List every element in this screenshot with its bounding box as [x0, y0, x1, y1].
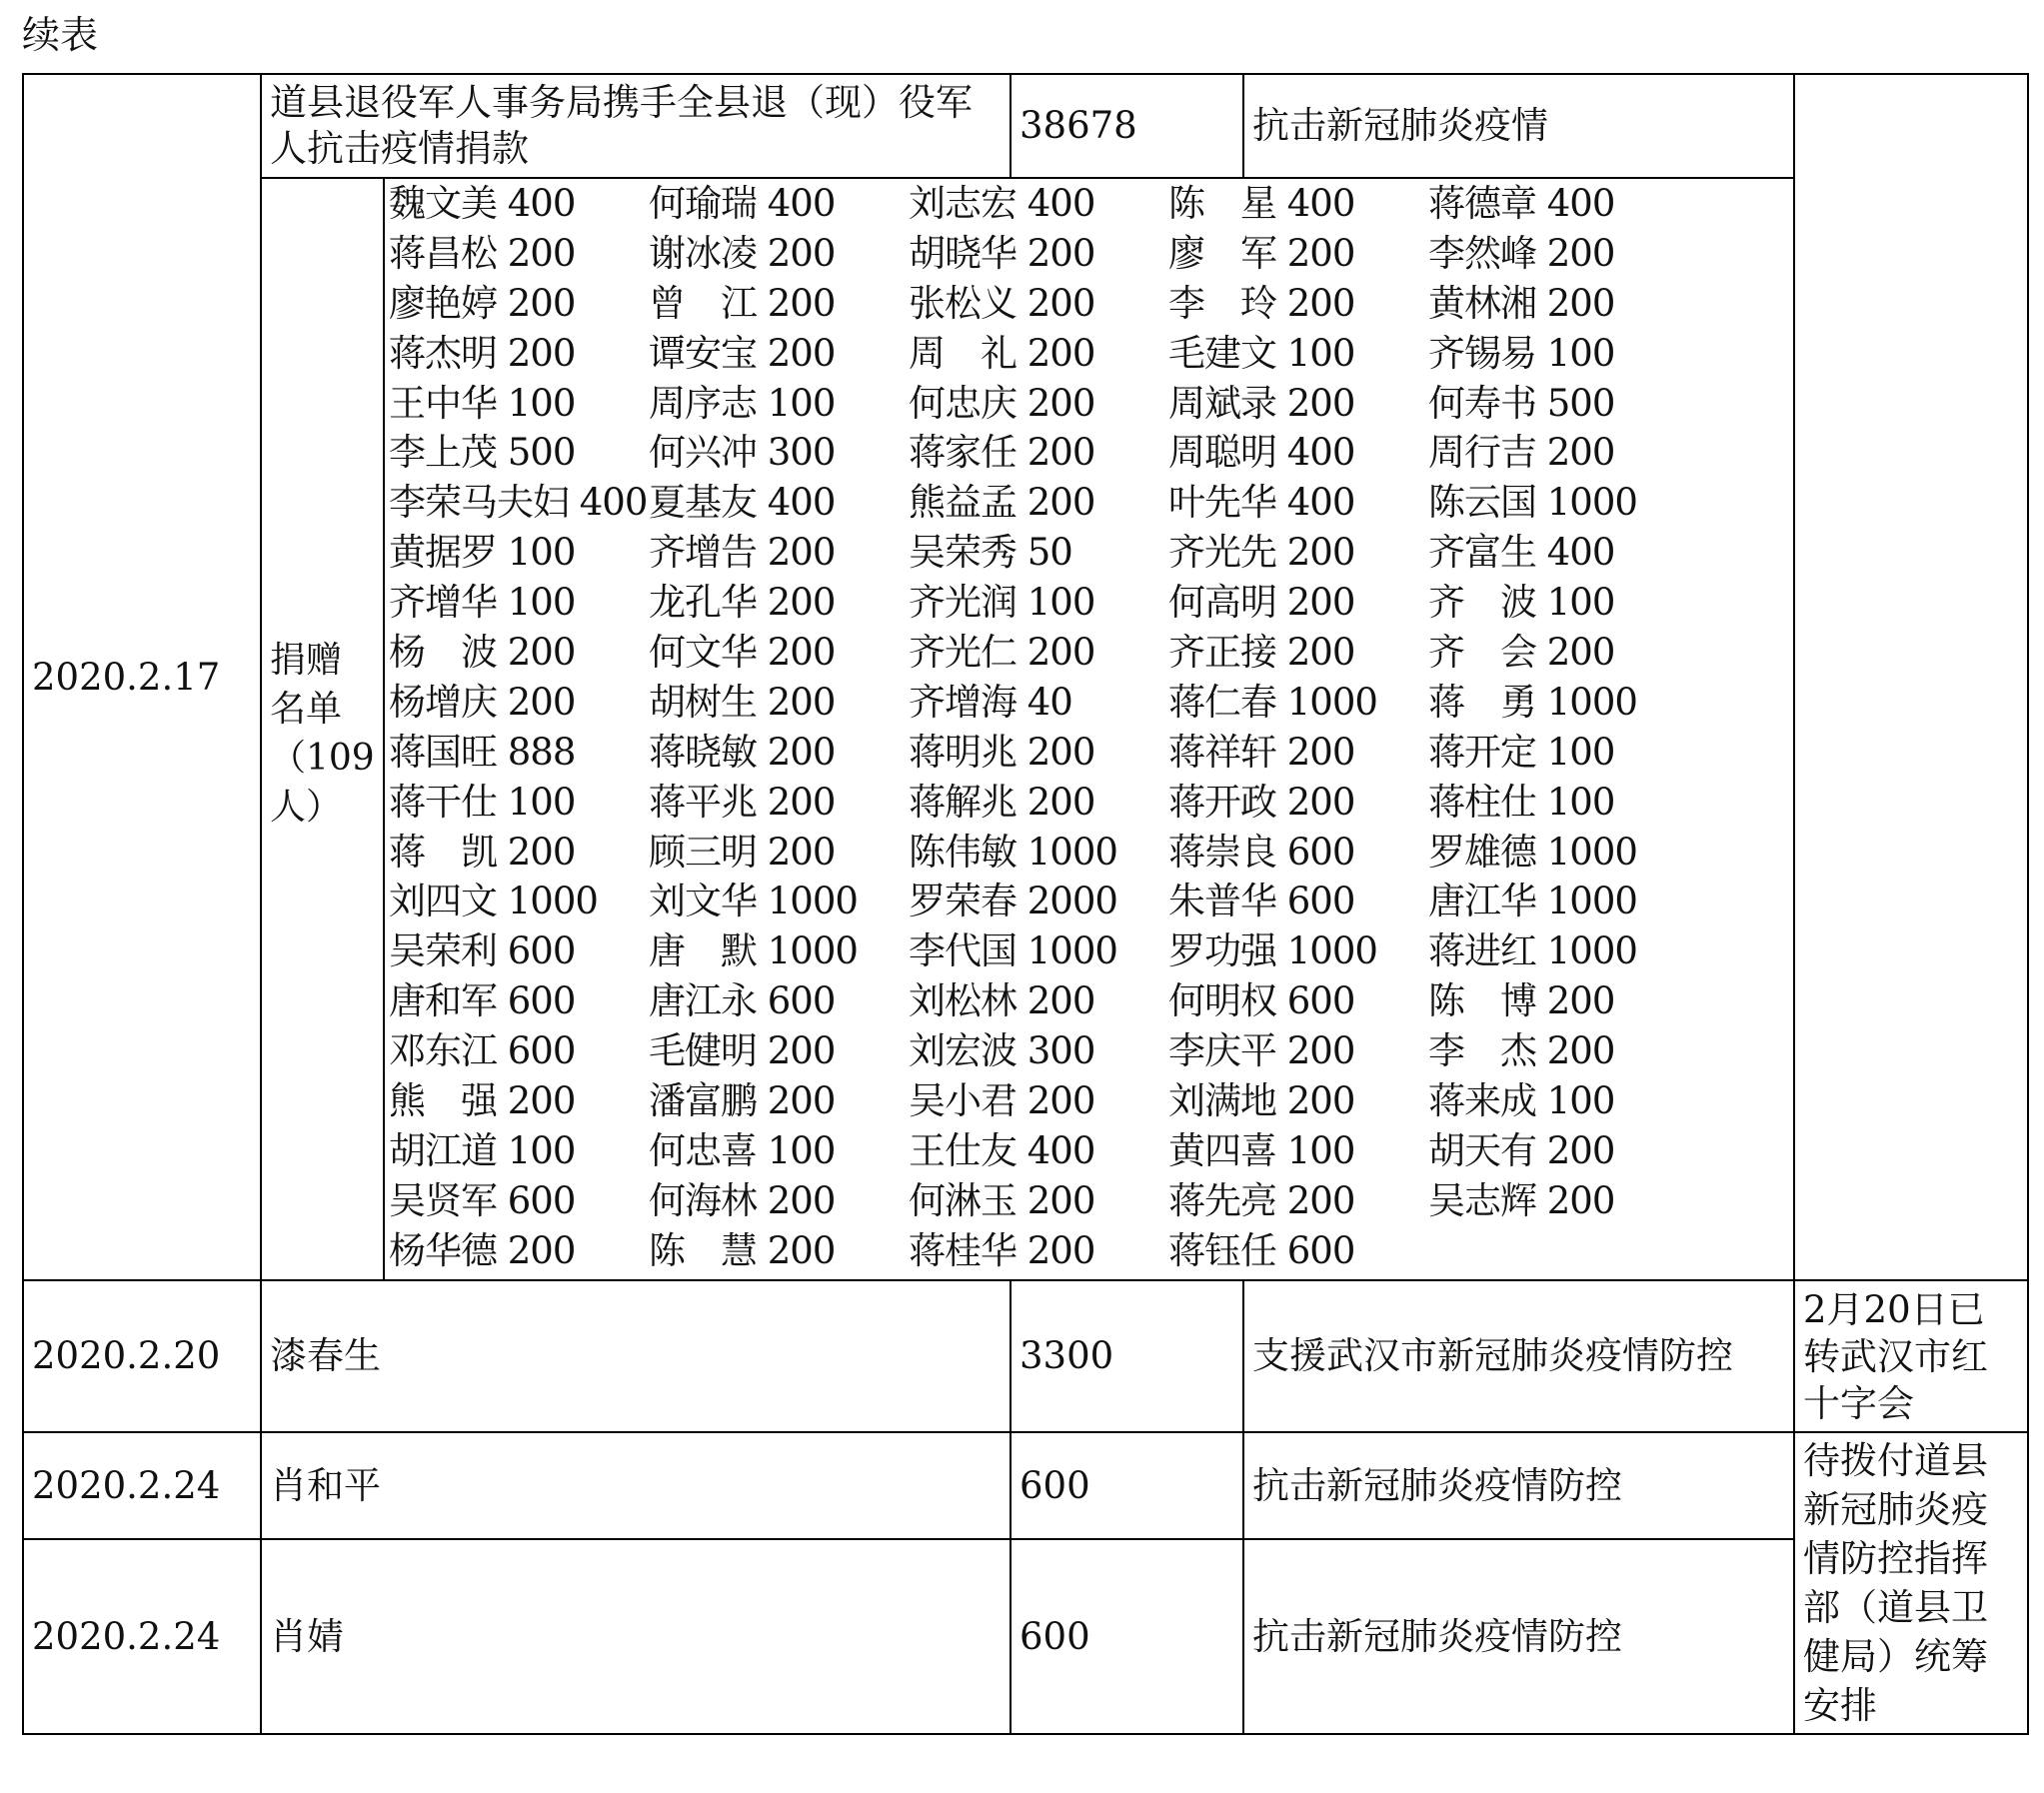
- donor-entry: 蒋德章 400: [1428, 182, 1615, 225]
- donor-entry: 周序志 100: [649, 381, 836, 425]
- donor-entry: 蒋明兆 200: [909, 730, 1095, 774]
- amount-cell: 600: [1011, 1539, 1243, 1734]
- donor-entry: 吴荣秀 50: [909, 531, 1072, 575]
- donor-entry: 蒋晓敏 200: [649, 730, 836, 774]
- donor-entry: 胡天有 200: [1428, 1128, 1615, 1172]
- donor-entry: 刘四文 1000: [389, 880, 598, 923]
- donor-entry: 曾 江 200: [649, 281, 836, 325]
- amount-cell: 600: [1011, 1432, 1243, 1539]
- donor-cell: 肖婧: [261, 1539, 1011, 1734]
- amount-cell: 38678: [1011, 74, 1243, 178]
- donor-entry: 齐增告 200: [649, 531, 836, 575]
- donor-entry: 齐增海 40: [909, 680, 1072, 724]
- donor-entry: 蒋进红 1000: [1428, 929, 1637, 973]
- amount-cell: 3300: [1011, 1280, 1243, 1432]
- date-cell: 2020.2.17: [23, 74, 261, 1280]
- donor-entry: 李代国 1000: [909, 929, 1117, 973]
- donor-entry: 蒋 勇 1000: [1428, 680, 1637, 724]
- donor-entry: 陈 星 400: [1168, 182, 1355, 225]
- date-cell: 2020.2.20: [23, 1280, 261, 1432]
- donor-entry: 蒋国旺 888: [389, 730, 576, 774]
- donor-entry: 刘文华 1000: [649, 880, 858, 923]
- donor-entry: 何瑜瑞 400: [649, 182, 836, 225]
- donor-entry: 齐 波 100: [1428, 581, 1615, 625]
- donor-entry: 毛健明 200: [649, 1029, 836, 1073]
- donor-entry: 刘满地 200: [1168, 1079, 1355, 1123]
- donor-entry: 陈 博 200: [1428, 979, 1615, 1023]
- donor-entry: 邓东江 600: [389, 1029, 576, 1073]
- donor-entry: 毛建文 100: [1168, 331, 1355, 375]
- donor-entry: 蒋杰明 200: [389, 331, 576, 375]
- donor-entry: 黄林湘 200: [1428, 281, 1615, 325]
- donor-entry: 朱普华 600: [1168, 880, 1355, 923]
- purpose-cell: 抗击新冠肺炎疫情防控: [1243, 1539, 1794, 1734]
- donor-entry: 蒋干仕 100: [389, 780, 576, 824]
- note-cell: 待拨付道县新冠肺炎疫情防控指挥部（道县卫健局）统筹安排: [1794, 1432, 2028, 1734]
- donor-entry: 唐江华 1000: [1428, 880, 1637, 923]
- donor-entry: 廖 军 200: [1168, 231, 1355, 275]
- donor-entry: 夏基友 400: [649, 481, 836, 525]
- donor-cell: 道县退役军人事务局携手全县退（现）役军人抗击疫情捐款: [261, 74, 1011, 178]
- donor-entry: 胡树生 200: [649, 680, 836, 724]
- donor-entry: 蒋 凯 200: [389, 830, 576, 874]
- donor-entry: 蒋祥轩 200: [1168, 730, 1355, 774]
- donor-entry: 何明权 600: [1168, 979, 1355, 1023]
- donor-entry: 蒋平兆 200: [649, 780, 836, 824]
- donor-entry: 齐正接 200: [1168, 631, 1355, 675]
- donor-entry: 刘宏波 300: [909, 1029, 1095, 1073]
- donor-entry: 李然峰 200: [1428, 231, 1615, 275]
- donor-entry: 蒋来成 100: [1428, 1079, 1615, 1123]
- donor-entry: 顾三明 200: [649, 830, 836, 874]
- donor-entry: 蒋仁春 1000: [1168, 680, 1377, 724]
- donor-entry: 唐 默 1000: [649, 929, 858, 973]
- note-cell: 2月20日已转武汉市红十字会: [1794, 1280, 2028, 1432]
- donor-entry: 陈云国 1000: [1428, 481, 1637, 525]
- donor-entry: 王仕友 400: [909, 1128, 1095, 1172]
- purpose-cell: 支援武汉市新冠肺炎疫情防控: [1243, 1280, 1794, 1432]
- donor-entry: 齐锡易 100: [1428, 331, 1615, 375]
- donor-entry: 刘松林 200: [909, 979, 1095, 1023]
- donor-entry: 王中华 100: [389, 381, 576, 425]
- donor-entry: 唐和军 600: [389, 979, 576, 1023]
- donor-entry: 吴贤军 600: [389, 1178, 576, 1222]
- donor-entry: 蒋柱仕 100: [1428, 780, 1615, 824]
- table-row: [23, 1539, 2028, 1734]
- donor-entry: 龙孔华 200: [649, 581, 836, 625]
- donor-entry: 齐 会 200: [1428, 631, 1615, 675]
- donor-entry: 齐光先 200: [1168, 531, 1355, 575]
- donor-entry: 熊 强 200: [389, 1079, 576, 1123]
- donor-entry: 唐江永 600: [649, 979, 836, 1023]
- donor-entry: 罗雄德 1000: [1428, 830, 1637, 874]
- donor-entry: 李上茂 500: [389, 431, 576, 475]
- table-row: [23, 178, 2028, 1280]
- donor-entry: 叶先华 400: [1168, 481, 1355, 525]
- donor-entry: 李荣马夫妇 400: [389, 481, 648, 525]
- donor-entry: 蒋桂华 200: [909, 1228, 1095, 1272]
- donor-entry: 何海林 200: [649, 1178, 836, 1222]
- donor-entry: 周行吉 200: [1428, 431, 1615, 475]
- donor-list-label: 捐赠名单（109人）: [261, 178, 384, 1280]
- donor-entry: 罗荣春 2000: [909, 880, 1117, 923]
- donor-entry: 何文华 200: [649, 631, 836, 675]
- donor-entry: 胡江道 100: [389, 1128, 576, 1172]
- donor-entry: 何淋玉 200: [909, 1178, 1095, 1222]
- donor-entry: 杨 波 200: [389, 631, 576, 675]
- donor-entry: 刘志宏 400: [909, 182, 1095, 225]
- donor-name-grid: [385, 179, 1793, 1276]
- table-row: [23, 1280, 2028, 1432]
- table-row: [23, 74, 2028, 178]
- donor-entry: 蒋开定 100: [1428, 730, 1615, 774]
- donor-entry: 吴荣利 600: [389, 929, 576, 973]
- purpose-cell: 抗击新冠肺炎疫情防控: [1243, 1432, 1794, 1539]
- donor-entry: 胡晓华 200: [909, 231, 1095, 275]
- donor-entry: [1428, 1226, 1688, 1276]
- donor-entry: 李 玲 200: [1168, 281, 1355, 325]
- donation-table: [22, 73, 2029, 1735]
- donor-entry: 陈 慧 200: [649, 1228, 836, 1272]
- donor-entry: 何寿书 500: [1428, 381, 1615, 425]
- donor-entry: 熊益孟 200: [909, 481, 1095, 525]
- donor-entry: 吴志辉 200: [1428, 1178, 1615, 1222]
- donor-entry: 黄据罗 100: [389, 531, 576, 575]
- donor-entry: 何忠喜 100: [649, 1128, 836, 1172]
- donor-entry: 廖艳婷 200: [389, 281, 576, 325]
- donor-entry: 蒋昌松 200: [389, 231, 576, 275]
- donor-entry: 李 杰 200: [1428, 1029, 1615, 1073]
- donor-entry: 潘富鹏 200: [649, 1079, 836, 1123]
- donor-cell: 肖和平: [261, 1432, 1011, 1539]
- donor-list-cell: [384, 178, 1794, 1280]
- donor-entry: 蒋家任 200: [909, 431, 1095, 475]
- purpose-cell: 抗击新冠肺炎疫情: [1243, 74, 1794, 178]
- donor-entry: 谭安宝 200: [649, 331, 836, 375]
- donor-entry: 周 礼 200: [909, 331, 1095, 375]
- table-row: [23, 1432, 2028, 1539]
- table-caption: 续表: [22, 13, 99, 57]
- donor-entry: 蒋开政 200: [1168, 780, 1355, 824]
- donor-entry: 杨华德 200: [389, 1228, 576, 1272]
- donor-entry: 黄四喜 100: [1168, 1128, 1355, 1172]
- donor-entry: 谢冰凌 200: [649, 231, 836, 275]
- donor-cell: 漆春生: [261, 1280, 1011, 1432]
- note-cell: [1794, 74, 2028, 1280]
- donor-entry: 何兴冲 300: [649, 431, 836, 475]
- donor-entry: 蒋崇良 600: [1168, 830, 1355, 874]
- donor-entry: 齐富生 400: [1428, 531, 1615, 575]
- donor-entry: 齐光润 100: [909, 581, 1095, 625]
- donor-entry: 何高明 200: [1168, 581, 1355, 625]
- donor-entry: 杨增庆 200: [389, 680, 576, 724]
- donor-entry: 魏文美 400: [389, 182, 576, 225]
- donor-entry: 张松义 200: [909, 281, 1095, 325]
- donor-entry: 蒋钰任 600: [1168, 1228, 1355, 1272]
- donor-entry: 何忠庆 200: [909, 381, 1095, 425]
- donor-entry: 齐增华 100: [389, 581, 576, 625]
- donor-entry: 周斌录 200: [1168, 381, 1355, 425]
- donor-entry: 陈伟敏 1000: [909, 830, 1117, 874]
- donor-entry: 罗功强 1000: [1168, 929, 1377, 973]
- date-cell: 2020.2.24: [23, 1539, 261, 1734]
- donor-entry: 蒋先亮 200: [1168, 1178, 1355, 1222]
- donor-entry: 齐光仁 200: [909, 631, 1095, 675]
- donor-entry: 周聪明 400: [1168, 431, 1355, 475]
- donor-entry: 吴小君 200: [909, 1079, 1095, 1123]
- donor-entry: 李庆平 200: [1168, 1029, 1355, 1073]
- donor-entry: 蒋解兆 200: [909, 780, 1095, 824]
- date-cell: 2020.2.24: [23, 1432, 261, 1539]
